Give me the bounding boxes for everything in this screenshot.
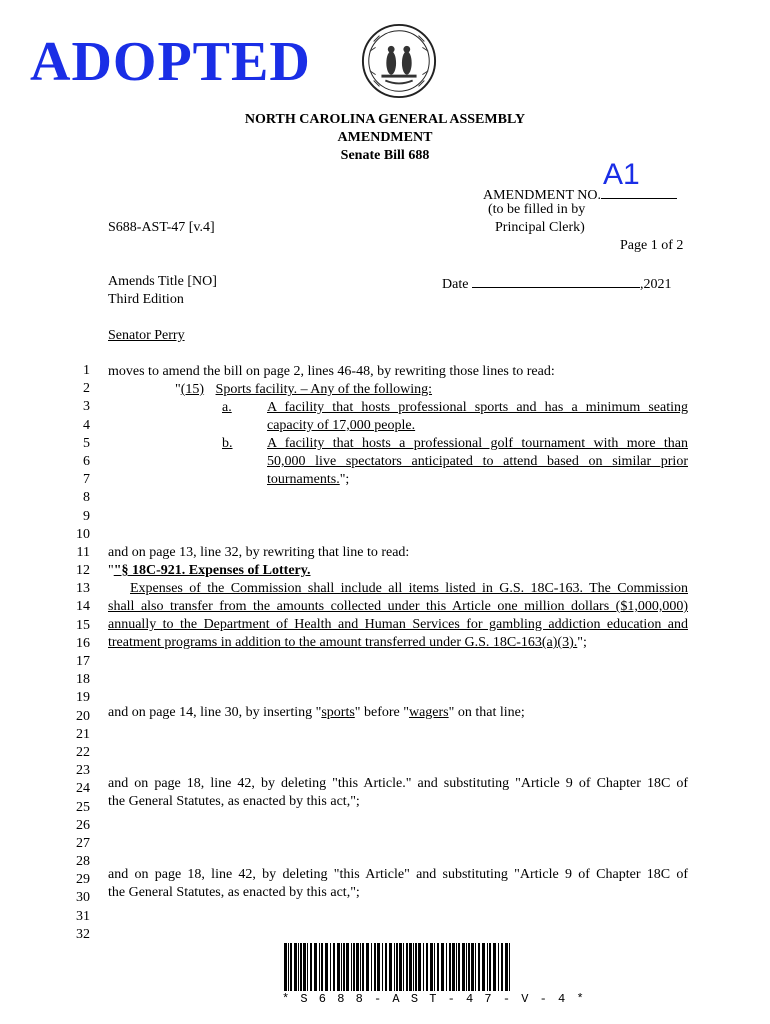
line-numbers: [60, 362, 90, 944]
body-line-5: A facility that hosts a professional golf tournament with more than: [267, 436, 688, 451]
line-7-text: tournaments.: [267, 472, 340, 487]
sponsor: Senator Perry: [108, 328, 185, 343]
item-heading: Sports facility. – Any of the following:: [215, 382, 433, 397]
subitem-a-marker: a.: [222, 400, 232, 415]
line-number: 5: [83, 435, 90, 451]
line-20-part-c: " on that line;: [448, 705, 525, 720]
line-number: 7: [83, 472, 90, 488]
body-line-15: annually to the Department of Health and Human Services for gambling addiction education and: [108, 617, 688, 632]
line-number: 3: [83, 399, 90, 415]
amendment-no-blank: [601, 158, 677, 199]
date-year: ,2021: [639, 277, 672, 292]
open-quote: ": [175, 382, 181, 397]
adopted-stamp: ADOPTED: [30, 31, 311, 93]
amendment-number-field: [483, 158, 677, 204]
amendment-note-2: Principal Clerk): [495, 220, 585, 235]
line-20-part-a: and on page 14, line 30, by inserting ": [108, 705, 322, 720]
body-line-25: the General Statutes, as enacted by this act,";: [108, 794, 360, 809]
body-line-13: Expenses of the Commission shall include all items listed in G.S. 18C-163. The Commission: [130, 581, 688, 596]
line-number: 15: [76, 617, 90, 633]
line-number: 20: [76, 708, 90, 724]
section-heading: "§ 18C-921. Expenses of Lottery.: [113, 563, 311, 578]
barcode-text: * S 6 8 8 - A S T - 4 7 - V - 4 *: [282, 992, 586, 1006]
line-number: 1: [83, 363, 90, 378]
inserted-word-sports: sports: [321, 705, 355, 720]
line-number: 21: [76, 726, 90, 742]
subitem-b-marker: b.: [222, 436, 233, 451]
word-wagers: wagers: [408, 705, 449, 720]
amendment-note-1: (to be filled in by: [488, 202, 586, 217]
amends-title: Amends Title [NO]: [108, 274, 217, 289]
date-blank: [472, 274, 640, 288]
amendment-heading: AMENDMENT: [337, 130, 433, 145]
line-number: 24: [76, 781, 90, 797]
line-16-text: treatment programs in addition to the amount transferred under G.S. 18C-163(a)(3).: [108, 635, 578, 650]
page-indicator: Page 1 of 2: [620, 238, 684, 253]
item-number: (15): [180, 382, 205, 397]
line-number: 13: [76, 581, 90, 597]
barcode-icon: [282, 943, 512, 993]
line-number: 12: [76, 563, 90, 579]
body-line-6: 50,000 live spectators anticipated to attend based on similar prior: [267, 454, 688, 469]
state-seal-icon: [360, 22, 438, 100]
line-number: 30: [76, 890, 90, 906]
line-number: 2: [83, 381, 90, 397]
body-line-14: shall also transfer from the amounts collected under this Article one million dollars ($1,000,000): [108, 599, 688, 614]
line-number: 9: [83, 508, 90, 524]
line-number: 32: [76, 926, 90, 942]
body-line-2: [175, 381, 432, 399]
line-number: 25: [76, 799, 90, 815]
line-number: 10: [76, 526, 90, 542]
body-line-1: moves to amend the bill on page 2, lines 46-48, by rewriting those lines to read:: [108, 364, 555, 379]
body-line-29: and on page 18, line 42, by deleting "this Article" and substituting "Article 9 of Chapter 18C of: [108, 867, 688, 882]
line-number: 8: [83, 490, 90, 506]
body-line-16: [108, 634, 587, 652]
line-number: 27: [76, 835, 90, 851]
body-line-7: [267, 471, 349, 489]
body-line-24: and on page 18, line 42, by deleting "this Article." and substituting "Article 9 of Chapter 18C of: [108, 776, 688, 791]
amendment-no-label: AMENDMENT NO.: [483, 188, 601, 203]
line-number: 19: [76, 690, 90, 706]
date-field: [442, 274, 671, 293]
date-label: Date: [442, 277, 469, 292]
body-line-30: the General Statutes, as enacted by this act,";: [108, 885, 360, 900]
edition: Third Edition: [108, 292, 184, 307]
line-number: 17: [76, 654, 90, 669]
line-number: 22: [76, 744, 90, 760]
line-number: 31: [76, 908, 90, 924]
assembly-title: NORTH CAROLINA GENERAL ASSEMBLY: [244, 112, 526, 127]
line-number: 26: [76, 817, 90, 833]
body-line-3: A facility that hosts professional sports and has a minimum seating: [267, 400, 688, 415]
line-number: 28: [76, 854, 90, 870]
body-line-20: [108, 704, 525, 722]
body-line-4: capacity of 17,000 people.: [267, 418, 416, 433]
line-number: 11: [76, 544, 90, 560]
line-number: 18: [76, 672, 90, 688]
line-number: 23: [76, 763, 90, 779]
line-number: 29: [76, 872, 90, 888]
line-number: 14: [76, 599, 90, 615]
amendment-no-value: A1: [602, 158, 640, 191]
line-7-end: ";: [339, 472, 350, 487]
body-line-11: and on page 13, line 32, by rewriting that line to read:: [108, 545, 410, 560]
bill-heading: Senate Bill 688: [340, 148, 430, 163]
bill-id: S688-AST-47 [v.4]: [108, 220, 215, 235]
line-20-part-b: " before ": [354, 705, 409, 720]
body-line-12: [108, 562, 310, 580]
line-number: 6: [83, 453, 90, 469]
line-16-end: ";: [577, 635, 587, 650]
line-number: 16: [76, 635, 90, 651]
line-number: 4: [83, 417, 90, 433]
open-quote-2: ": [108, 563, 114, 578]
